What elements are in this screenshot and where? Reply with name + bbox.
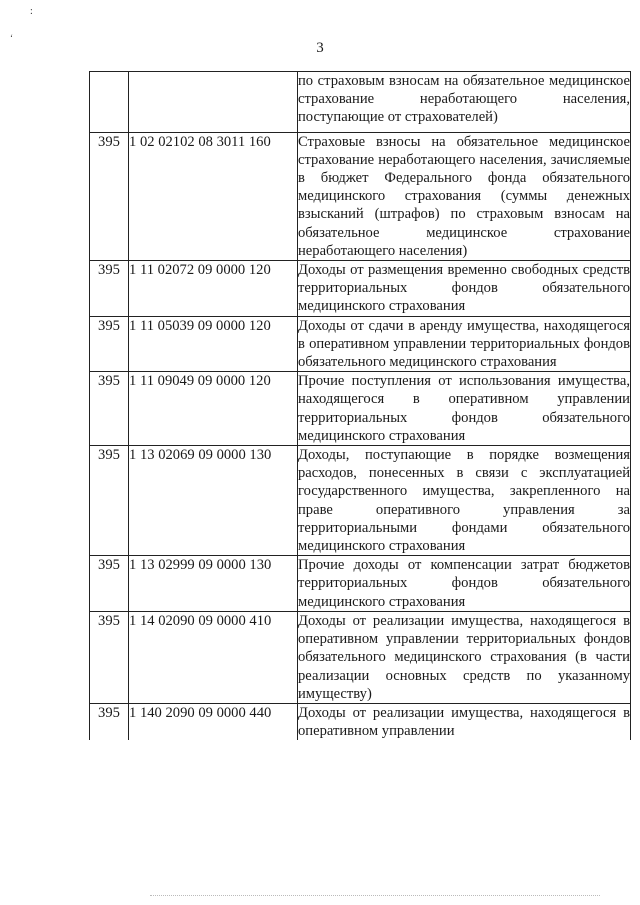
admin-code-cell: 395 bbox=[90, 372, 129, 446]
table-row bbox=[90, 132, 631, 260]
page-number: 3 bbox=[316, 40, 324, 56]
budget-codes-table bbox=[89, 71, 631, 740]
budget-code-cell: 1 11 09049 09 0000 120 bbox=[129, 372, 298, 446]
corner-mark: : bbox=[30, 6, 33, 17]
budget-code-cell: 1 11 05039 09 0000 120 bbox=[129, 316, 298, 372]
budget-code-cell: 1 02 02102 08 3011 160 bbox=[129, 132, 298, 260]
admin-code-cell: 395 bbox=[90, 703, 129, 740]
description-cell: Доходы от реализации имущества, находящегося в оперативном управлении территориальных фондов обязательного медицинского страхования (в части реализации основных средств по указанному имуществу) bbox=[298, 612, 630, 702]
description-cell: Прочие поступления от использования имущества, находящегося в оперативном управлении территориальных фондов обязательного медицинского страхования bbox=[298, 373, 630, 444]
admin-code-cell: 395 bbox=[90, 132, 129, 260]
budget-code-cell: 1 140 2090 09 0000 440 bbox=[129, 703, 298, 740]
table-row bbox=[90, 446, 631, 556]
table-row bbox=[90, 372, 631, 446]
table-row bbox=[90, 611, 631, 703]
description-cell: Доходы от размещения временно свободных средств территориальных фондов обязательного медицинского страхования bbox=[298, 262, 630, 315]
corner-mark: ‘ bbox=[10, 33, 13, 43]
description-cell: по страховым взносам на обязательное медицинское страхование неработающего населения, поступающие от страхователей) bbox=[298, 72, 631, 133]
admin-code-cell: 395 bbox=[90, 556, 129, 612]
budget-code-cell: 1 13 02999 09 0000 130 bbox=[129, 556, 298, 612]
corner-marks bbox=[10, 6, 33, 44]
budget-code-cell: 1 13 02069 09 0000 130 bbox=[129, 446, 298, 556]
admin-code-cell: 395 bbox=[90, 316, 129, 372]
description-cell: Прочие доходы от компенсации затрат бюджетов территориальных фондов обязательного медицинского страхования bbox=[298, 557, 630, 610]
table-row bbox=[90, 316, 631, 372]
budget-code-cell: 1 11 02072 09 0000 120 bbox=[129, 261, 298, 317]
description-cell: Доходы, поступающие в порядке возмещения расходов, понесенных в связи с эксплуатацией государственного имущества, закрепленного на праве оперативного управления за территориальными фондами обязательного медицинского страхования bbox=[298, 447, 630, 555]
table-row bbox=[90, 261, 631, 317]
admin-code-cell: 395 bbox=[90, 611, 129, 703]
budget-code-cell bbox=[129, 72, 298, 133]
table-row bbox=[90, 703, 631, 740]
description-cell: Доходы от сдачи в аренду имущества, находящегося в оперативном управлении территориальных фондов обязательного медицинского страхования bbox=[298, 317, 630, 371]
admin-code-cell: 395 bbox=[90, 446, 129, 556]
budget-code-cell: 1 14 02090 09 0000 410 bbox=[129, 611, 298, 703]
table-row bbox=[90, 556, 631, 612]
description-cell: Доходы от реализации имущества, находящегося в оперативном управлении bbox=[298, 704, 630, 740]
table-row bbox=[90, 72, 631, 133]
description-cell: Страховые взносы на обязательное медицинское страхование неработающего населения, зачисляемые в бюджет Федерального фонда обязательного медицинского страхования (суммы денежных взысканий (штрафов) по страховым взносам на обязательное медицинское страхование неработающего населения) bbox=[298, 133, 630, 259]
admin-code-cell bbox=[90, 72, 129, 133]
scan-edge bbox=[150, 895, 600, 896]
admin-code-cell: 395 bbox=[90, 261, 129, 317]
